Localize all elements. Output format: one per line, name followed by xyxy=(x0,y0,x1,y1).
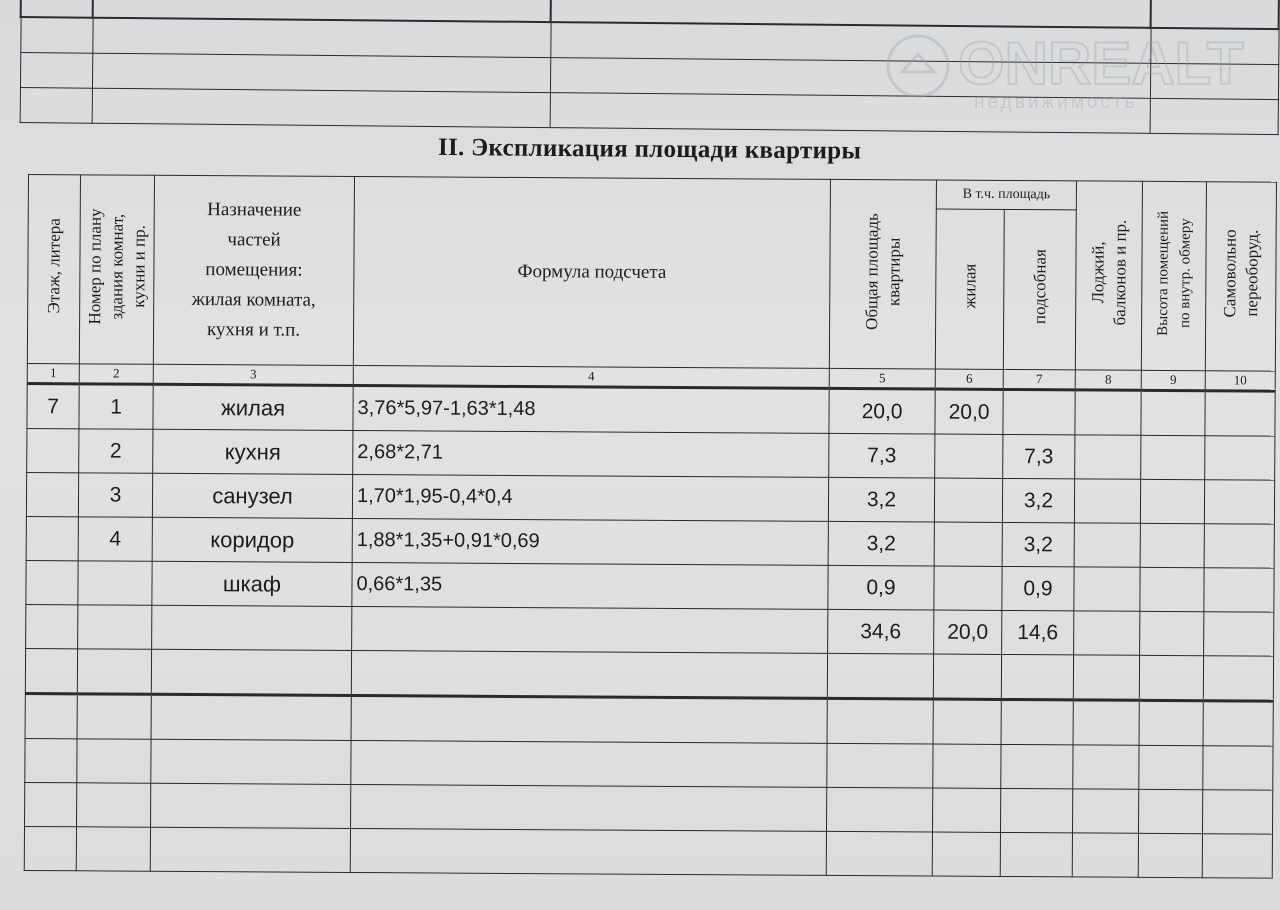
header-living-text: жилая xyxy=(959,263,979,309)
header-room-number-line1: Номер по плану xyxy=(84,208,105,325)
cell-self-rebuilt xyxy=(1204,568,1274,612)
cell-loggias xyxy=(1074,479,1140,523)
cell-room-number: 1 xyxy=(79,384,153,429)
cell-auxiliary-area xyxy=(1003,389,1075,434)
header-height-text xyxy=(1152,210,1197,335)
cell-floor xyxy=(26,604,78,648)
cell-living-area-sum: 20,0 xyxy=(934,610,1002,654)
header-total-area-text xyxy=(861,213,906,330)
header-purpose-line4: жилая комната, xyxy=(191,289,316,311)
column-number: 10 xyxy=(1205,371,1275,391)
header-loggias-line1: Лоджий, xyxy=(1087,241,1108,304)
cell-formula: 1,88*1,35+0,91*0,69 xyxy=(352,518,828,565)
empty-row xyxy=(25,738,1273,790)
cell-living-area xyxy=(934,566,1002,610)
header-self-rebuilt-line2: переоборуд. xyxy=(1241,229,1262,318)
cell-loggias xyxy=(1074,611,1140,655)
table-row xyxy=(27,383,1275,436)
cell-self-rebuilt xyxy=(1204,480,1274,524)
column-number: 9 xyxy=(1141,370,1205,390)
header-purpose-line5: кухня и т.п. xyxy=(206,319,301,341)
header-living xyxy=(935,209,1004,369)
column-number: 7 xyxy=(1003,369,1075,389)
header-loggias xyxy=(1075,181,1142,370)
area-explication-table xyxy=(24,174,1277,879)
header-height xyxy=(1141,181,1206,370)
header-room-number-line2: здания комнат, xyxy=(106,213,127,320)
header-height-line1: Высота помещений xyxy=(1154,210,1172,336)
empty-row xyxy=(24,826,1272,878)
column-number: 1 xyxy=(27,363,79,383)
cell-purpose: шкаф xyxy=(152,561,352,606)
cell-height xyxy=(1141,435,1205,479)
section-title: II. Экспликация площади квартиры xyxy=(437,133,862,165)
cell-total-area: 7,3 xyxy=(829,433,935,478)
previous-section-table xyxy=(19,0,1280,135)
cell-floor xyxy=(26,560,78,604)
header-self-rebuilt xyxy=(1205,182,1276,371)
cell-living-area xyxy=(934,522,1002,566)
cell-auxiliary-area-sum: 14,6 xyxy=(1002,610,1074,654)
cell-room-number: 2 xyxy=(79,429,153,473)
cell-formula: 3,76*5,97-1,63*1,48 xyxy=(353,385,829,433)
column-number: 3 xyxy=(153,364,353,385)
cell-height xyxy=(1140,611,1204,655)
cell-floor: 7 xyxy=(27,383,79,428)
header-auxiliary-text: подсобная xyxy=(1029,249,1050,325)
totals-row xyxy=(26,604,1274,656)
header-height-line2: по внутр. обмеру xyxy=(1176,218,1194,328)
header-loggias-text xyxy=(1087,220,1132,326)
header-floor xyxy=(27,175,80,364)
cell-living-area: 20,0 xyxy=(935,389,1003,434)
header-loggias-line2: балконов и пр. xyxy=(1109,219,1130,326)
cell-self-rebuilt xyxy=(1204,524,1274,568)
column-number: 8 xyxy=(1075,370,1141,390)
watermark-sub: недвижимость xyxy=(974,92,1138,113)
cell-room-number: 4 xyxy=(78,517,152,561)
cell-height xyxy=(1140,479,1204,523)
cell-loggias xyxy=(1074,567,1140,611)
cell-height xyxy=(1140,567,1204,611)
cell-self-rebuilt xyxy=(1205,391,1275,436)
cell-height xyxy=(1141,390,1205,435)
header-purpose-line3: помещения: xyxy=(205,259,303,281)
cell-purpose: санузел xyxy=(152,473,352,518)
cell-formula xyxy=(352,606,828,653)
cell-floor xyxy=(26,516,78,560)
cell-room-number: 3 xyxy=(78,473,152,517)
table-row xyxy=(26,516,1274,568)
header-incl-area: В т.ч. площадь xyxy=(936,180,1076,210)
header-purpose xyxy=(153,175,354,365)
cell-purpose xyxy=(152,605,352,650)
header-total-area-line1: Общая площадь xyxy=(861,212,882,330)
cell-total-area: 3,2 xyxy=(828,477,934,522)
cell-total-area: 0,9 xyxy=(828,565,934,610)
cell-purpose: кухня xyxy=(153,429,353,474)
cell-auxiliary-area: 0,9 xyxy=(1002,566,1074,610)
cell-floor xyxy=(27,428,79,472)
cell-self-rebuilt xyxy=(1205,436,1275,480)
cell-height xyxy=(1140,523,1204,567)
cell-total-area: 3,2 xyxy=(828,521,934,566)
header-purpose-line2: частей xyxy=(227,229,281,251)
cell-living-area xyxy=(935,434,1003,478)
cell-auxiliary-area: 7,3 xyxy=(1003,434,1075,478)
cell-room-number xyxy=(78,605,152,649)
empty-row xyxy=(25,693,1273,746)
cell-auxiliary-area: 3,2 xyxy=(1002,478,1074,522)
cell-room-number xyxy=(78,561,152,605)
cell-floor xyxy=(26,472,78,516)
table-row xyxy=(26,560,1274,612)
header-room-number-line3: кухни и пр. xyxy=(128,225,149,309)
cell-loggias xyxy=(1075,435,1141,479)
header-total-area-line2: квартиры xyxy=(883,237,904,306)
empty-row xyxy=(25,648,1273,701)
empty-row xyxy=(25,782,1273,834)
column-number: 5 xyxy=(829,368,935,389)
cell-total-area: 20,0 xyxy=(829,388,935,434)
cell-loggias xyxy=(1075,390,1141,435)
header-formula: Формула подсчета xyxy=(353,176,830,368)
table-row xyxy=(26,472,1274,524)
header-purpose-line1: Назначение xyxy=(207,199,302,221)
column-number: 2 xyxy=(79,364,153,384)
column-number: 6 xyxy=(935,369,1003,389)
cell-auxiliary-area: 3,2 xyxy=(1002,522,1074,566)
header-self-rebuilt-text xyxy=(1219,229,1264,317)
cell-living-area xyxy=(934,478,1002,522)
table-row xyxy=(27,428,1275,480)
header-room-number-text xyxy=(84,208,151,324)
cell-loggias xyxy=(1074,523,1140,567)
header-total-area xyxy=(829,179,936,369)
header-room-number xyxy=(79,175,154,364)
column-number: 4 xyxy=(353,365,829,388)
cell-formula: 0,66*1,35 xyxy=(352,562,828,609)
cell-self-rebuilt xyxy=(1204,612,1274,656)
watermark-brand: ONREALT xyxy=(958,30,1244,97)
cell-formula: 1,70*1,95-0,4*0,4 xyxy=(352,474,828,521)
header-auxiliary xyxy=(1003,209,1076,369)
header-floor-text: Этаж, литера xyxy=(43,218,64,314)
cell-total-area-sum: 34,6 xyxy=(828,609,934,654)
cell-purpose: жилая xyxy=(153,384,353,430)
cell-formula: 2,68*2,71 xyxy=(353,430,829,477)
header-self-rebuilt-line1: Самовольно xyxy=(1219,229,1240,318)
cell-purpose: коридор xyxy=(152,517,352,562)
